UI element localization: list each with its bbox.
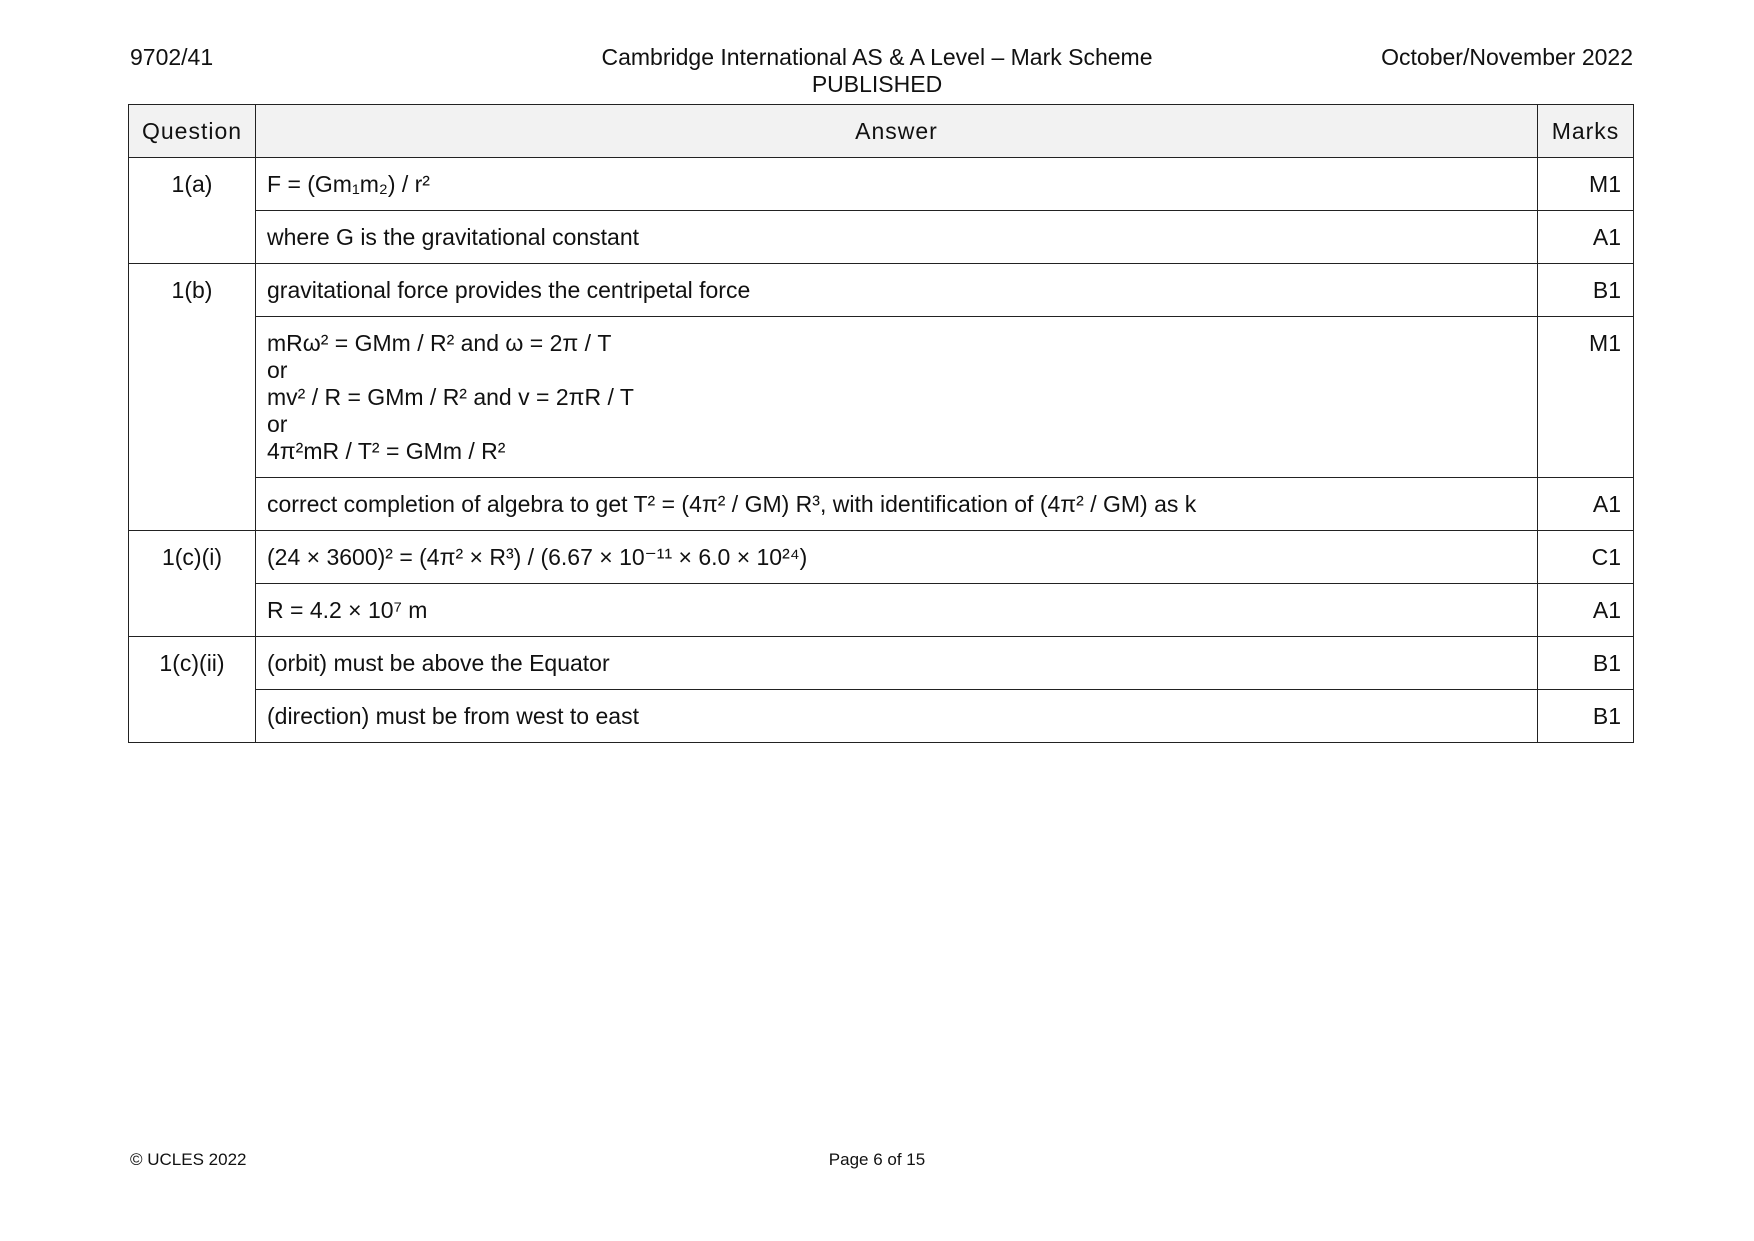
answer-cell: [256, 211, 1538, 264]
mark-cell: A1: [1538, 211, 1634, 264]
answer-column-header: Answer: [256, 105, 1538, 158]
exam-session: October/November 2022: [1381, 44, 1633, 70]
mark-cell: A1: [1538, 584, 1634, 637]
question-number: 1(b): [129, 264, 256, 531]
table-header-row: [129, 105, 1634, 158]
answer-cell: [256, 637, 1538, 690]
mark-cell: B1: [1538, 637, 1634, 690]
answer-line: gravitational force provides the centripetal force: [267, 277, 751, 303]
answer-line: (direction) must be from west to east: [267, 703, 639, 729]
paper-code: 9702/41: [130, 44, 214, 70]
table-row: [129, 478, 1634, 531]
answer-cell: [256, 690, 1538, 743]
copyright-notice: © UCLES 2022: [130, 1150, 247, 1169]
answer-line: or: [267, 357, 288, 383]
answer-line: mv² / R = GMm / R² and v = 2πR / T: [267, 384, 634, 410]
question-column-header: Question: [129, 105, 256, 158]
answer-cell: [256, 531, 1538, 584]
mark-cell: M1: [1538, 317, 1634, 478]
answer-line: R = 4.2 × 10⁷ m: [267, 597, 428, 623]
answer-line: 4π²mR / T² = GMm / R²: [267, 438, 506, 464]
mark-cell: A1: [1538, 478, 1634, 531]
mark-cell: B1: [1538, 690, 1634, 743]
page-number: Page 6 of 15: [828, 1150, 926, 1169]
answer-line: or: [267, 411, 288, 437]
table-row: [129, 690, 1634, 743]
answer-cell: [256, 158, 1538, 211]
answer-line: (orbit) must be above the Equator: [267, 650, 610, 676]
mark-cell: B1: [1538, 264, 1634, 317]
document-subtitle: PUBLISHED: [811, 71, 943, 97]
answer-cell: [256, 584, 1538, 637]
table-row: [129, 584, 1634, 637]
table-row: [129, 317, 1634, 478]
answer-cell: [256, 478, 1538, 531]
answer-line: F = (Gm₁m₂) / r²: [267, 171, 430, 197]
table-row: [129, 264, 1634, 317]
question-number: 1(c)(ii): [129, 637, 256, 743]
table-row: [129, 531, 1634, 584]
mark-scheme-table: [128, 104, 1634, 743]
table-row: [129, 158, 1634, 211]
marks-column-header: Marks: [1538, 105, 1634, 158]
answer-cell: [256, 317, 1538, 478]
answer-line: (24 × 3600)² = (4π² × R³) / (6.67 × 10⁻¹¹ × 6.0 × 10²⁴): [267, 544, 808, 570]
document-title: Cambridge International AS & A Level – Mark Scheme: [601, 44, 1153, 70]
mark-cell: M1: [1538, 158, 1634, 211]
question-number: 1(c)(i): [129, 531, 256, 637]
answer-line: where G is the gravitational constant: [267, 224, 640, 250]
table-row: [129, 211, 1634, 264]
answer-cell: [256, 264, 1538, 317]
question-number: 1(a): [129, 158, 256, 264]
table-row: [129, 637, 1634, 690]
answer-line: mRω² = GMm / R² and ω = 2π / T: [267, 330, 612, 356]
answer-line: correct completion of algebra to get T² = (4π² / GM) R³, with identification of (4π² / GM) as k: [267, 491, 1197, 517]
mark-cell: C1: [1538, 531, 1634, 584]
